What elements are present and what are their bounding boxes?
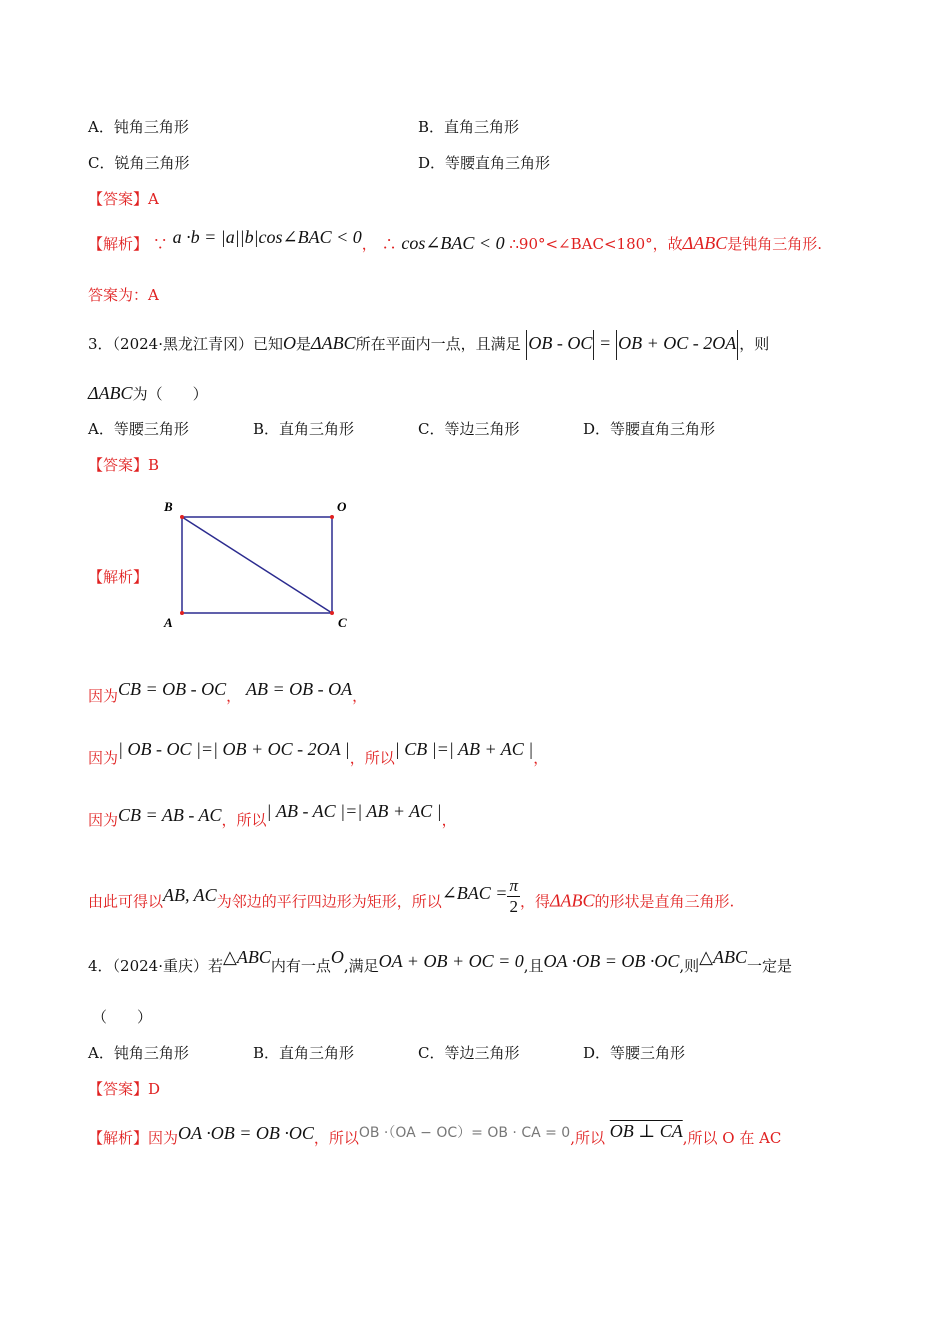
- text-by-this: 由此可得以: [88, 892, 164, 911]
- condition-rhs: OB + OC - 2OA: [618, 333, 737, 353]
- q4-option-a: A．钝角三角形: [88, 1044, 189, 1062]
- analysis-tag: 【解析】: [88, 235, 149, 253]
- point-c: [330, 611, 334, 615]
- analysis-tag: 【解析】: [88, 1129, 149, 1147]
- text-and: ,且: [523, 957, 544, 975]
- text-plane: 所在平面内一点，且满足: [355, 335, 521, 353]
- q2-option-d: D．等腰直角三角形: [418, 154, 551, 172]
- text-so: ，所以: [313, 1129, 359, 1147]
- q2-option-a: A．钝角三角形: [88, 118, 189, 136]
- fraction-denominator: 2: [509, 897, 518, 916]
- text-tail: ,所以 O 在 AC: [682, 1129, 782, 1147]
- therefore-symbol: ∴: [381, 235, 397, 253]
- vector-sum-equation: OA + OB + OC = 0: [378, 951, 524, 971]
- modulus-equation-2: | CB |=| AB + AC |: [394, 739, 534, 759]
- q3-answer: [88, 454, 159, 476]
- triangle-label: ΔABC: [88, 383, 133, 403]
- text-because: 因为: [88, 749, 119, 767]
- text-because: 因为: [88, 687, 119, 705]
- label-a: A: [164, 615, 173, 630]
- q3-stem: [88, 330, 769, 360]
- line-end: ，: [441, 811, 457, 829]
- dot-product-zero: OB ·（OA − OC）= OB · CA = 0: [358, 1125, 571, 1141]
- cos-inequality: cos∠BAC < 0: [401, 233, 505, 253]
- point-o: [330, 515, 334, 519]
- question-source: （2024·黑龙江青冈）已知: [112, 335, 283, 353]
- answer-value: A: [148, 190, 159, 208]
- q2-answer: [88, 188, 159, 210]
- equals-sign: =: [600, 333, 611, 353]
- q2-option-c: C．锐角三角形: [88, 154, 190, 172]
- q4-option-c: C．等边三角形: [418, 1044, 520, 1062]
- text-must-be: 一定是: [746, 957, 792, 975]
- text-because: 因为: [88, 811, 119, 829]
- triangle-label: ΔABC: [549, 890, 595, 911]
- text-then: ,则: [679, 957, 700, 975]
- dot-product-equation: OA ·OB = OB ·OC: [178, 1123, 314, 1143]
- modulus-equation-3: | AB - AC |=| AB + AC |: [266, 801, 442, 821]
- question-paren: 为（ ）: [132, 385, 208, 403]
- equation-cb-2: CB = AB - AC: [118, 805, 222, 825]
- text-get: ，得: [519, 892, 550, 911]
- q4-option-b: B．直角三角形: [253, 1044, 355, 1062]
- q2-final-answer: 答案为：A: [88, 286, 159, 304]
- q3-analysis-line-2: [88, 739, 549, 769]
- q3-analysis-line-1: [88, 679, 368, 707]
- answer-value: D: [148, 1080, 161, 1098]
- because-symbol: ∵: [152, 235, 168, 253]
- point-o: O: [283, 333, 296, 353]
- q3-option-a: A．等腰三角形: [88, 420, 189, 438]
- point-o: O: [330, 947, 344, 967]
- question-source: （2024·重庆）若: [112, 957, 223, 975]
- perpendicular-vectors: OB ⊥ CA: [609, 1121, 683, 1141]
- text-rectangle: 为邻边的平行四边形为矩形，所以: [216, 892, 442, 911]
- question-number: 4．: [88, 957, 113, 975]
- dot-product-formula: a ·b = |a||b|cos∠BAC < 0: [172, 227, 362, 247]
- text-so: ，所以: [349, 749, 395, 767]
- comma: ，: [361, 235, 377, 253]
- q4-paren: （ ）: [92, 1008, 153, 1026]
- triangle-label: ΔABC: [682, 233, 728, 253]
- diagonal-bc: [182, 517, 332, 613]
- therefore-symbol-2: ∴: [509, 235, 519, 253]
- answer-tag: 【答案】: [88, 1080, 149, 1098]
- answer-tag: 【答案】: [88, 190, 149, 208]
- text-so: ，所以: [221, 811, 267, 829]
- q3-analysis-tag: 【解析】: [88, 568, 149, 586]
- q4-answer: [88, 1078, 160, 1100]
- point-a: [180, 611, 184, 615]
- conclusion: 是钝角三角形.: [727, 235, 823, 253]
- label-c: C: [338, 615, 347, 630]
- triangle-label: △ABC: [223, 947, 271, 967]
- equation-cb: CB = OB - OC: [118, 679, 227, 699]
- triangle-label: △ABC: [699, 947, 747, 967]
- q4-analysis: [88, 1121, 782, 1150]
- equation-ab: AB = OB - OA: [245, 679, 353, 699]
- label-b: B: [164, 499, 173, 514]
- text-inner: 内有一点: [270, 957, 331, 975]
- q3-option-b: B．直角三角形: [253, 420, 355, 438]
- q3-question-tail: [88, 382, 208, 405]
- condition-lhs: OB - OC: [528, 333, 593, 353]
- q2-analysis: [88, 227, 823, 255]
- q3-analysis-line-3: [88, 801, 457, 831]
- q3-option-c: C．等边三角形: [418, 420, 520, 438]
- text-is: 是: [296, 335, 312, 353]
- vectors-ab-ac: AB, AC: [163, 884, 217, 905]
- q3-analysis-line-4: [88, 876, 735, 923]
- text-satisfy: ,满足: [343, 957, 379, 975]
- text-then: ，则: [739, 335, 770, 353]
- point-b: [180, 515, 184, 519]
- angle-bac: ∠BAC =: [441, 882, 508, 903]
- fraction-pi-over-2: [507, 876, 520, 917]
- question-number: 3．: [88, 335, 113, 353]
- fraction-numerator: π: [509, 876, 518, 895]
- dot-product-equation: OA ·OB = OB ·OC: [543, 951, 680, 971]
- answer-value: B: [148, 456, 160, 474]
- text-so: ,所以: [570, 1129, 605, 1147]
- text-because: 因为: [148, 1129, 179, 1147]
- triangle-label: ΔABC: [311, 333, 356, 353]
- q4-option-d: D．等腰三角形: [583, 1044, 686, 1062]
- label-o: O: [337, 499, 347, 514]
- conclusion: 的形状是直角三角形.: [594, 892, 735, 911]
- answer-tag: 【答案】: [88, 456, 149, 474]
- q4-stem: [88, 947, 792, 977]
- line-end: ，: [533, 749, 549, 767]
- separator: ，: [226, 687, 242, 705]
- angle-range: 90°<∠BAC<180°，故: [518, 235, 683, 253]
- rectangle-diagram: [155, 495, 365, 635]
- modulus-equation: | OB - OC |=| OB + OC - 2OA |: [118, 739, 350, 759]
- q3-option-d: D．等腰直角三角形: [583, 420, 716, 438]
- q2-option-b: B．直角三角形: [418, 118, 520, 136]
- line-end: ，: [352, 687, 368, 705]
